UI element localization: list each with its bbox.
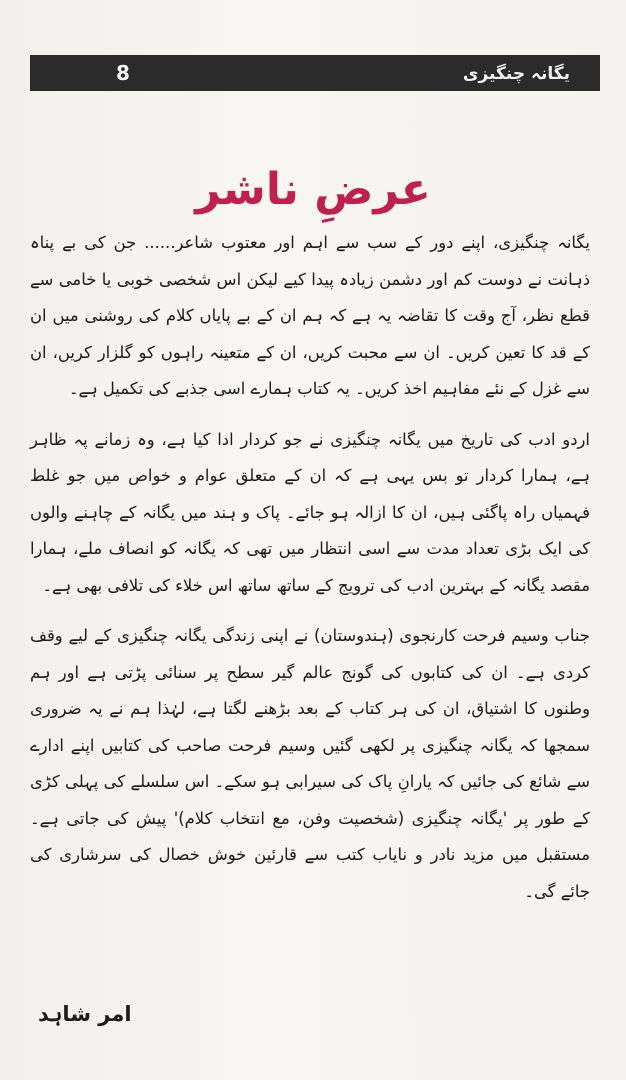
paragraph-2: اردو ادب کی تاریخ میں یگانہ چنگیزی نے جو کردار ادا کیا ہے، وہ زمانے پہ ظاہر ہے، ہمارا کردار تو بس یہی ہے کہ ان کے متعلق عوام و خواص میں جو غلط فہمیاں راہ پاگئی ہیں، ان کا ازالہ ہو جائے۔ پاک و ہند میں یگانہ کے چاہنے والوں کی ایک بڑی تعداد مدت سے اسی انتظار میں تھی کہ یگانہ کو انصاف ملے، ہمارا مقصد یگانہ کے بہترین ادب کی ترویج کے ساتھ ساتھ اس خلاء کی تلافی بھی ہے۔ [30, 429, 590, 595]
page-title: عرضِ ناشر [195, 164, 431, 216]
paragraph-1: یگانہ چنگیزی، اپنے دور کے سب سے اہم اور معتوب شاعر...... جن کی بے پناہ ذہانت نے دوست کم اور دشمن زیادہ پیدا کیے لیکن اس شخصی خوبی یا خامی سے قطع نظر، آج وقت کا تقاضہ یہ ہے کہ ہم ان کے بے پایاں کلام کی روشنی میں ان کے قد کا تعین کریں۔ ان سے محبت کریں، ان کے متعینہ راہوں کو گلزار کریں، ان سے غزل کے نئے مفاہیم اخذ کریں۔ یہ کتاب ہمارے اسی جذبے کی تکمیل ہے۔ [30, 233, 590, 398]
publisher-signature: امر شاہد [38, 1002, 132, 1026]
body-text [30, 225, 590, 924]
running-header [30, 55, 600, 91]
running-title: یگانہ چنگیزی [462, 63, 570, 84]
page-number: 8 [116, 61, 130, 85]
paragraph-3: جناب وسیم فرحت کارنجوی (ہندوستان) نے اپنی زندگی یگانہ چنگیزی کے لیے وقف کردی ہے۔ ان کی کتابوں کی گونج عالم گیر سطح پر سنائی پڑتی ہے اور ہم وطنوں کا اشتیاق، ان کی ہر کتاب کے بعد بڑھنے لگتا ہے، لہٰذا ہم نے یہ ضروری سمجھا کہ یگانہ چنگیزی پر لکھی گئیں وسیم فرحت صاحب کی کتابیں اپنے ادارے سے شائع کی جائیں کہ یارانِ پاک کی سیرابی ہو سکے۔ اس سلسلے کی پہلی کڑی کے طور پر 'یگانہ چنگیزی (شخصیت وفن، مع انتخاب کلام)' پیش کی جاتی ہے۔ مستقبل میں مزید نادر و نایاب کتب سے قارئین خوش خصال کی سرشاری کی جائے گی۔ [30, 626, 590, 901]
